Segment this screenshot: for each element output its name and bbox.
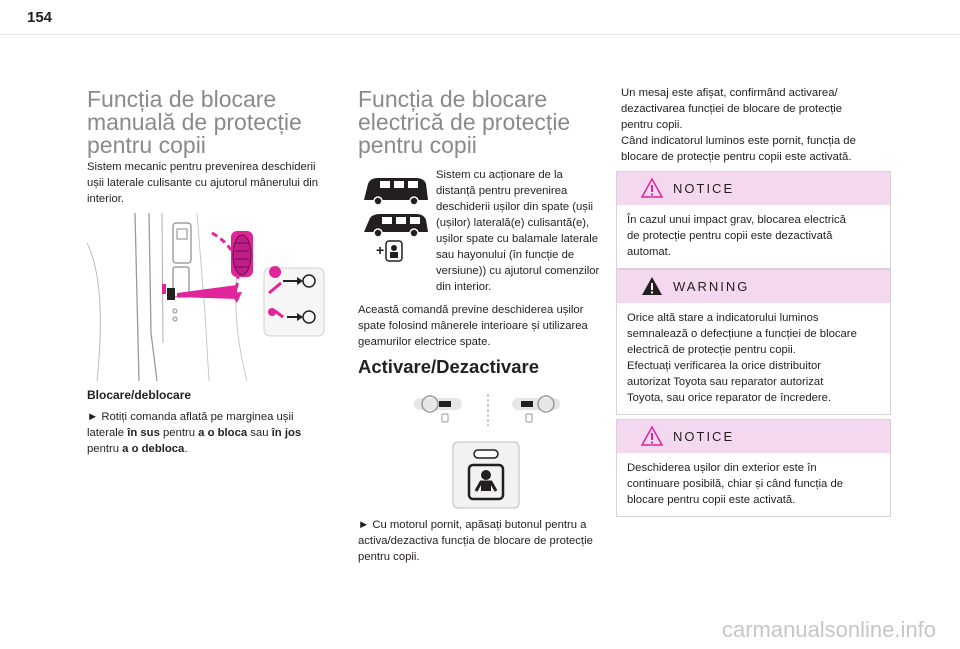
col1-intro-line: ușii laterale culisante cu ajutorul mânerului din (87, 177, 319, 189)
svg-text:+: + (376, 242, 385, 258)
text-bold: a o debloca (122, 443, 185, 455)
notice-header (617, 172, 890, 205)
col2-para-line: geamurilor electrice spate. (358, 336, 491, 348)
caution-icon (641, 426, 663, 446)
notice-line: de protecție pentru copii este dezactivată (627, 230, 833, 242)
col2-title-line: electrică de protecție (358, 109, 571, 135)
text: pentru (159, 427, 199, 439)
col2-description (436, 167, 599, 295)
warning-line: Efectuați verificarea la orice distribuitor (627, 360, 822, 372)
col1-subheading: Blocare/deblocare (87, 388, 192, 402)
notice-line: blocare pentru copii este activată. (627, 494, 796, 506)
col1-bullet (87, 409, 301, 457)
col2-step-line: activa/dezactiva funcția de blocare de protecție (358, 535, 593, 547)
col2-step-line: pentru copii. (358, 551, 420, 563)
col3-intro-line: blocare de protecție pentru copii este activată. (621, 151, 852, 163)
warning-icon (641, 276, 663, 296)
warning-line: semnalează o defecțiune a funcției de blocare (627, 328, 857, 340)
text: pentru (87, 443, 123, 455)
col2-desc-line: deschiderii ușilor din spate (ușii (436, 201, 593, 213)
warning-line: electrică de protecție pentru copii. (627, 344, 796, 356)
col1-bullet-line: ► Rotiți comanda aflată pe marginea ușii (87, 411, 294, 423)
col2-desc-line: distanță pentru prevenirea (436, 185, 568, 197)
page-number: 154 (27, 9, 53, 26)
col1-title-line: pentru copii (87, 132, 206, 158)
text-bold: a o bloca (198, 427, 248, 439)
notice-line: automat. (627, 246, 671, 258)
notice-line: continuare posibilă, chiar și când funcția de (627, 478, 844, 490)
top-divider (0, 34, 960, 35)
col2-desc-line: (ușilor) laterală(e) culisantă(e), (436, 217, 590, 229)
col3-intro-line: Când indicatorul luminos este pornit, funcția de (621, 135, 856, 147)
col2-title (358, 88, 570, 157)
text: sau (247, 427, 272, 439)
col3-intro-line: Un mesaj este afișat, confirmând activarea/ (621, 87, 838, 99)
col1-title (87, 88, 302, 157)
col2-para-line: Această comandă previne deschiderea ușilor (358, 304, 584, 316)
manual-lock-illustration (87, 213, 327, 381)
col2-heading: Activare/Dezactivare (358, 356, 539, 377)
notice-label: NOTICE (673, 429, 735, 444)
col2-desc-line: din interior. (436, 281, 492, 293)
col2-desc-line: sau hayonului (în funcție de (436, 249, 575, 261)
notice-line: Deschiderea ușilor din exterior este în (627, 462, 817, 474)
text-bold: în jos (271, 427, 302, 439)
text-bold: în sus (127, 427, 160, 439)
warning-box (616, 269, 891, 415)
col1-title-line: Funcția de blocare (87, 86, 277, 112)
warning-line: autorizat Toyota sau reparator autorizat (627, 376, 824, 388)
col1-intro-line: Sistem mecanic pentru prevenirea deschiderii (87, 161, 316, 173)
text: laterale (87, 427, 128, 439)
col2-desc-line: versiune)) cu ajutorul comenzilor (436, 265, 600, 277)
dashboard-switch-icons (408, 390, 568, 430)
col1-title-line: manuală de protecție (87, 109, 302, 135)
vehicle-icons (360, 170, 430, 265)
col3-intro (621, 85, 856, 165)
notice-box (616, 419, 891, 517)
notice-header (617, 420, 890, 453)
footer-watermark: carmanualsonline.info (721, 617, 936, 642)
col2-step-line: ► Cu motorul pornit, apăsați butonul pentru a (358, 519, 587, 531)
warning-header (617, 270, 890, 303)
col2-desc-line: ușilor spate cu balamale laterale (436, 233, 599, 245)
col1-bullet-line (87, 425, 301, 441)
notice-line: În cazul unui impact grav, blocarea electrică (627, 214, 846, 226)
notice-body (617, 205, 890, 268)
notice-label: NOTICE (673, 181, 735, 196)
warning-body (617, 303, 890, 414)
text: . (184, 443, 188, 455)
col1-bullet-line (87, 441, 301, 457)
notice-box (616, 171, 891, 269)
warning-label: WARNING (673, 279, 750, 294)
child-lock-button-icon[interactable] (452, 441, 520, 509)
col1-intro-line: interior. (87, 193, 125, 205)
warning-line: Toyota, sau orice reparator de încredere. (627, 392, 832, 404)
col2-paragraph (358, 302, 588, 350)
warning-line: Orice altă stare a indicatorului luminos (627, 312, 819, 324)
col2-step (358, 517, 593, 565)
caution-icon (641, 178, 663, 198)
col3-intro-line: dezactivarea funcției de blocare de protecție (621, 103, 843, 115)
col2-title-line: Funcția de blocare (358, 86, 548, 112)
col3-intro-line: pentru copii. (621, 119, 683, 131)
notice-body (617, 453, 890, 516)
col2-title-line: pentru copii (358, 132, 477, 158)
col2-desc-line: Sistem cu acționare de la (436, 169, 563, 181)
col2-para-line: spate folosind mânerele interioare și utilizarea (358, 320, 588, 332)
col1-intro (87, 159, 318, 207)
